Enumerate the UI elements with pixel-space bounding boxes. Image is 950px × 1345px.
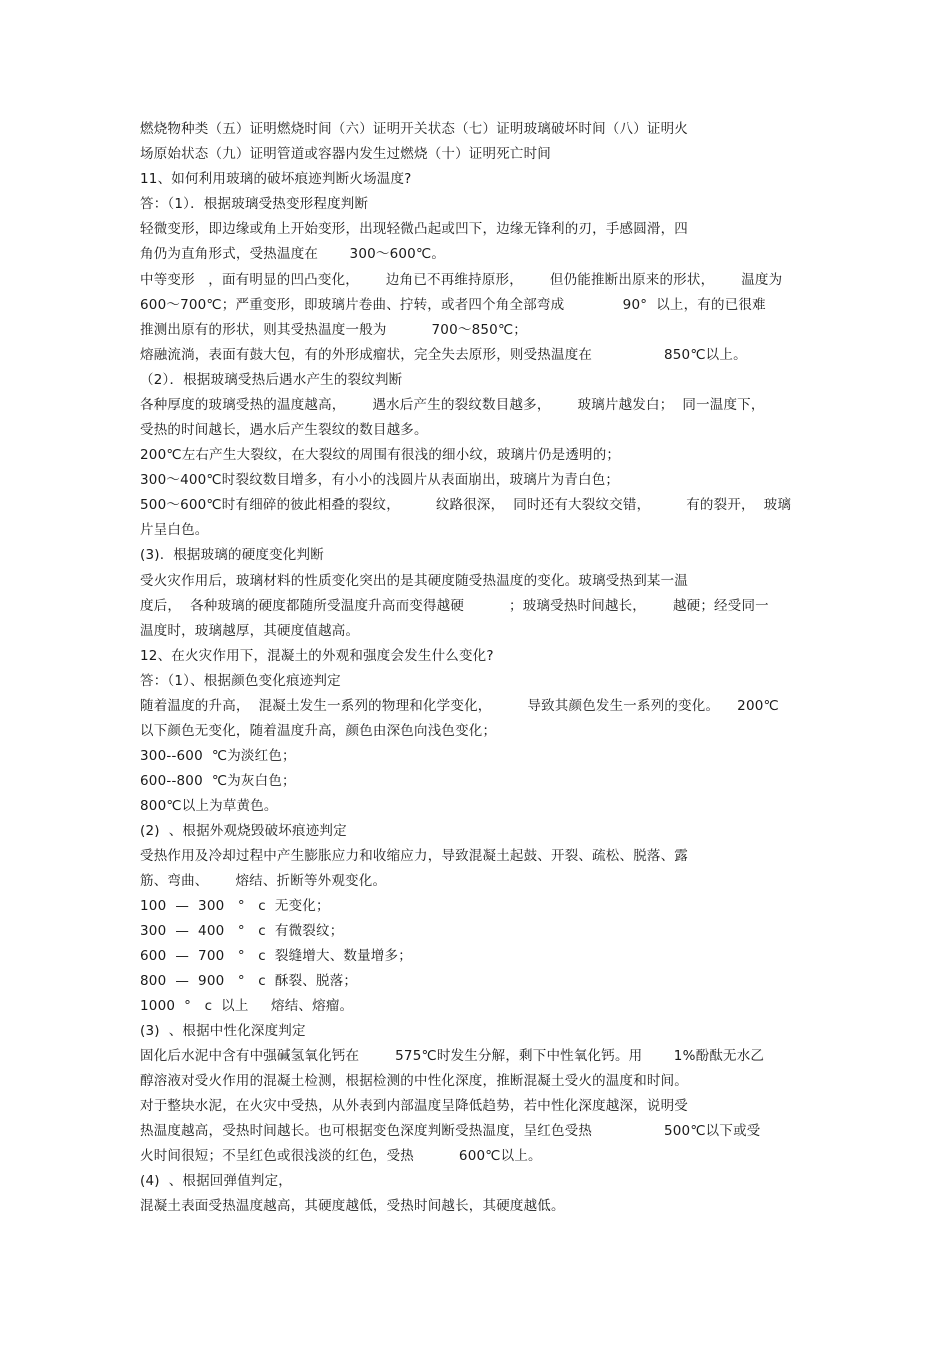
text-line: 600 — 700 ° c 裂缝增大、数量增多； — [140, 948, 412, 964]
text-line: 中等变形 ，面有明显的凹凸变化， 边角已不再维持原形， 但仍能推断出原来的形状， 温度为 — [140, 272, 783, 288]
text-line: 800℃以上为草黄色。 — [140, 798, 278, 814]
text-line: 热温度越高，受热时间越长。也可根据变色深度判断受热温度，呈红色受热 500℃以下或受 — [140, 1123, 761, 1139]
text-line: 300～400℃时裂纹数目增多，有小小的浅圆片从表面崩出，玻璃片为青白色； — [140, 472, 620, 488]
text-line: 混凝土表面受热温度越高，其硬度越低，受热时间越长，其硬度越低。 — [140, 1198, 565, 1214]
text-line: 轻微变形，即边缘或角上开始变形，出现轻微凸起或凹下，边缘无锋利的刃，手感圆滑，四 — [140, 221, 688, 237]
text-line: 各种厚度的玻璃受热的温度越高， 遇水后产生的裂纹数目越多， 玻璃片越发白； 同一温度下， — [140, 397, 765, 413]
text-line: 200℃左右产生大裂纹，在大裂纹的周围有很浅的细小纹，玻璃片仍是透明的； — [140, 447, 621, 463]
question-heading: 11、如何利用玻璃的破坏痕迹判断火场温度? — [140, 171, 412, 187]
text-line: 醇溶液对受火作用的混凝土检测，根据检测的中性化深度，推断混凝土受火的温度和时间。 — [140, 1073, 688, 1089]
section-heading: (3) 、根据中性化深度判定 — [140, 1023, 306, 1039]
text-line: 600--800 ℃为灰白色； — [140, 773, 296, 789]
text-line: 燃烧物种类（五）证明燃烧时间（六）证明开关状态（七）证明玻璃破坏时间（八）证明火 — [140, 121, 688, 137]
text-line: 场原始状态（九）证明管道或容器内发生过燃烧（十）证明死亡时间 — [140, 146, 551, 162]
text-line: 800 — 900 ° c 酥裂、脱落； — [140, 973, 358, 989]
text-line: 温度时，玻璃越厚，其硬度值越高。 — [140, 623, 360, 639]
text-line: 角仍为直角形式，受热温度在 300～600℃。 — [140, 246, 446, 262]
text-line: 受火灾作用后，玻璃材料的性质变化突出的是其硬度随受热温度的变化。玻璃受热到某一温 — [140, 573, 688, 589]
question-heading: 12、在火灾作用下，混凝土的外观和强度会发生什么变化? — [140, 648, 494, 664]
text-line: 固化后水泥中含有中强碱氢氧化钙在 575℃时发生分解，剩下中性氧化钙。用 1%酚酞无水乙 — [140, 1048, 765, 1064]
text-line: 以下颜色无变化，随着温度升高，颜色由深色向浅色变化； — [140, 723, 497, 739]
section-heading: （2）．根据玻璃受热后遇水产生的裂纹判断 — [140, 372, 403, 388]
text-line: 500～600℃时有细碎的彼此相叠的裂纹， 纹路很深， 同时还有大裂纹交错， 有的裂开， 玻璃 — [140, 497, 792, 513]
text-line: 随着温度的升高， 混凝土发生一系列的物理和化学变化， 导致其颜色发生一系列的变化。 200℃ — [140, 698, 779, 714]
text-line: 300--600 ℃为淡红色； — [140, 748, 296, 764]
text-line: 100 — 300 ° c 无变化； — [140, 898, 330, 914]
text-line: 600～700℃；严重变形，即玻璃片卷曲、拧转，或者四个角全部弯成 90° 以上，有的已很难 — [140, 297, 766, 313]
text-line: 火时间很短；不呈红色或很浅淡的红色，受热 600℃以上。 — [140, 1148, 542, 1164]
text-line: 熔融流淌，表面有鼓大包，有的外形成瘤状，完全失去原形，则受热温度在 850℃以上。 — [140, 347, 747, 363]
text-line: 受热的时间越长，遇水后产生裂纹的数目越多。 — [140, 422, 428, 438]
text-line: 受热作用及冷却过程中产生膨胀应力和收缩应力，导致混凝土起鼓、开裂、疏松、脱落、露 — [140, 848, 688, 864]
text-line: 筋、弯曲、 熔结、折断等外观变化。 — [140, 873, 387, 889]
answer-heading: 答：（1）．根据玻璃受热变形程度判断 — [140, 196, 369, 212]
text-line: 推测出原有的形状，则其受热温度一般为 700～850℃； — [140, 322, 528, 338]
text-line: 对于整块水泥，在火灾中受热，从外表到内部温度呈降低趋势，若中性化深度越深，说明受 — [140, 1098, 688, 1114]
section-heading: (3). 根据玻璃的硬度变化判断 — [140, 547, 324, 563]
section-heading: (2) 、根据外观烧毁破坏痕迹判定 — [140, 823, 347, 839]
text-line: 度后， 各种玻璃的硬度都随所受温度升高而变得越硬 ；玻璃受热时间越长， 越硬；经受同一 — [140, 598, 769, 614]
text-line: 1000 ° c 以上 熔结、熔瘤。 — [140, 998, 354, 1014]
text-line: 片呈白色。 — [140, 522, 209, 538]
answer-heading: 答：（1）、根据颜色变化痕迹判定 — [140, 673, 341, 689]
text-line: 300 — 400 ° c 有微裂纹； — [140, 923, 344, 939]
section-heading: (4) 、根据回弹值判定， — [140, 1173, 293, 1189]
